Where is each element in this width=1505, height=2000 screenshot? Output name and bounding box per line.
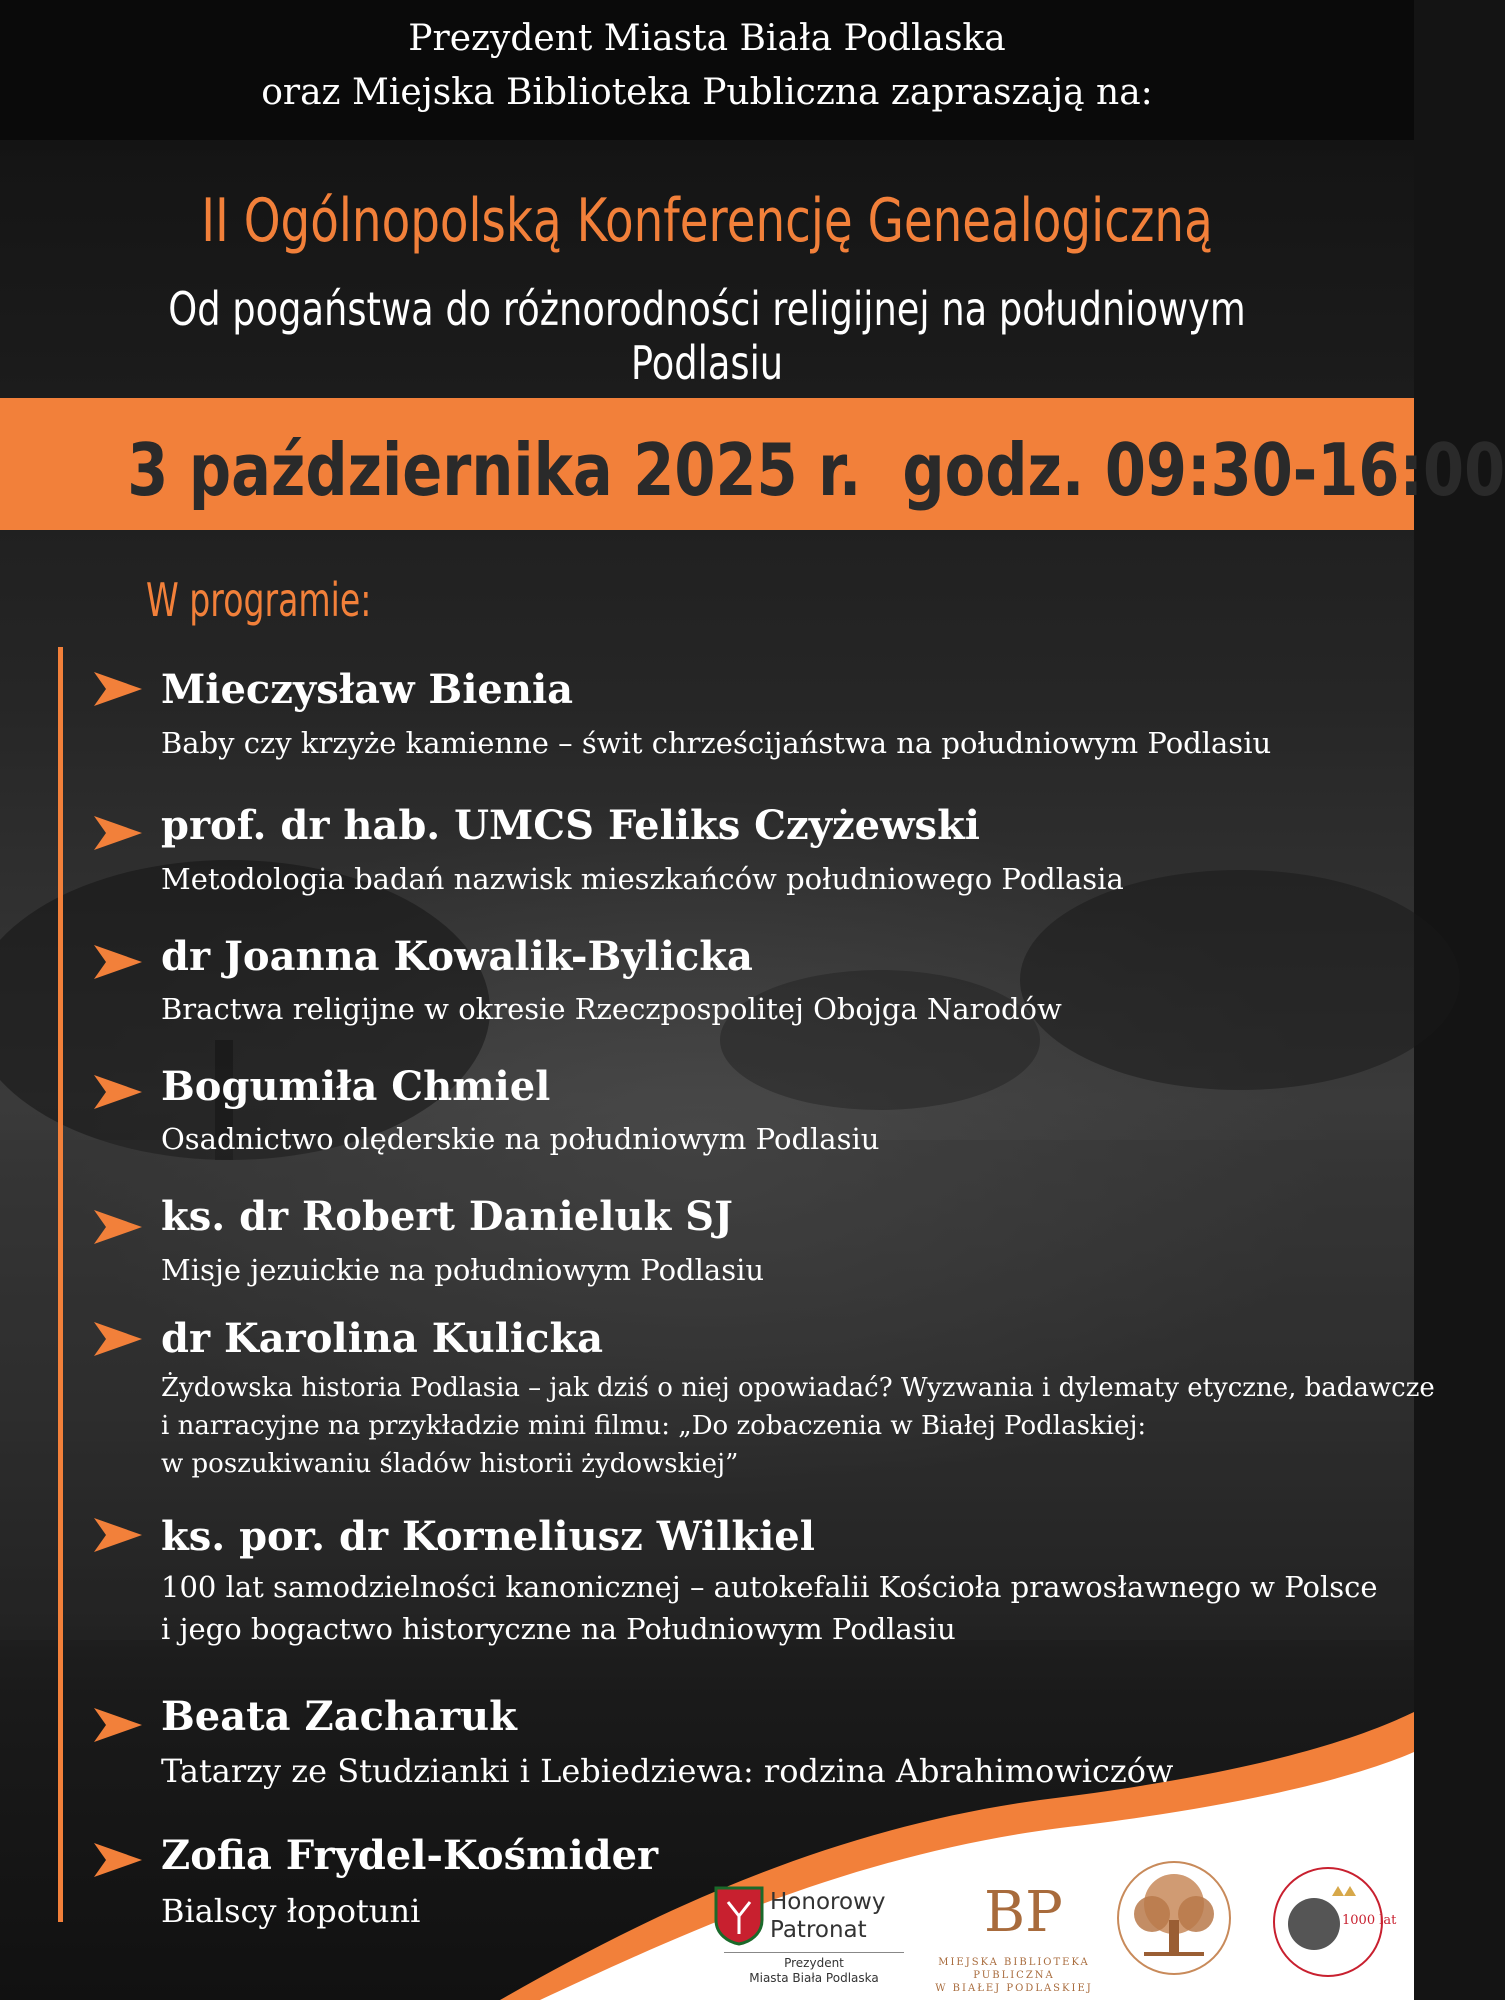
city-crest-icon [714, 1886, 764, 1946]
chevron-arrow-icon [94, 1322, 142, 1356]
speaker-name: dr Karolina Kulicka [161, 1315, 604, 1362]
speaker-name: ks. dr Robert Danieluk SJ [161, 1193, 733, 1240]
patronat-title-line1: Honorowy [770, 1889, 886, 1915]
conference-subtitle: Od pogaństwa do różnorodności religijnej na południowym Podlasiu [168, 282, 1246, 390]
honorary-patronage-logo [714, 1886, 914, 1986]
talk-topic: Baby czy krzyże kamienne – świt chrześcijaństwa na południowym Podlasiu [161, 726, 1272, 760]
genealogy-club-tree-logo [1114, 1858, 1234, 1978]
speaker-name: ks. por. dr Korneliusz Wilkiel [161, 1513, 815, 1560]
program-label: W programie: [146, 573, 372, 627]
chevron-arrow-icon [94, 1518, 142, 1552]
talk-topic: 100 lat samodzielności kanonicznej – autokefalii Kościoła prawosławnego w Polsce [161, 1570, 1378, 1604]
talk-topic: Bractwa religijne w okresie Rzeczpospolitej Obojga Narodów [161, 992, 1062, 1026]
talk-topic: Bialscy łopotuni [161, 1892, 421, 1930]
library-monogram: BP [984, 1880, 1063, 1945]
speaker-name: Beata Zacharuk [161, 1693, 517, 1740]
conference-title: II Ogólnopolską Konferencję Genealogiczną [201, 186, 1213, 256]
host-line-2: oraz Miejska Biblioteka Publiczna zapraszają na: [261, 72, 1153, 113]
chevron-arrow-icon [94, 945, 142, 979]
date-time: 3 października 2025 r. godz. 09:30-16:00 [127, 428, 1505, 512]
library-logo [904, 1880, 1124, 1994]
speaker-name: prof. dr hab. UMCS Feliks Czyżewski [161, 802, 980, 849]
chevron-arrow-icon [94, 672, 142, 706]
patronat-sub-line2: Miasta Biała Podlaska [749, 1971, 879, 1985]
chevron-arrow-icon [94, 816, 142, 850]
patronat-title-line2: Patronat [770, 1917, 867, 1943]
speaker-name: Mieczysław Bienia [161, 666, 574, 713]
talk-topic: w poszukiwaniu śladów historii żydowskiej” [161, 1449, 739, 1479]
talk-topic: Osadnictwo olęderskie na południowym Podlasiu [161, 1122, 880, 1156]
chevron-arrow-icon [94, 1708, 142, 1742]
talk-topic: i jego bogactwo historyczne na Południowym Podlasiu [161, 1612, 956, 1646]
speaker-name: dr Joanna Kowalik-Bylicka [161, 933, 753, 980]
speaker-name: Zofia Frydel-Kośmider [161, 1832, 659, 1879]
host-line-1: Prezydent Miasta Biała Podlaska [408, 18, 1006, 59]
talk-topic: Misje jezuickie na południowym Podlasiu [161, 1253, 765, 1287]
speaker-name: Bogumiła Chmiel [161, 1063, 551, 1110]
library-name-line1: MIEJSKA BIBLIOTEKA PUBLICZNA [938, 1957, 1090, 1981]
chevron-arrow-icon [94, 1075, 142, 1109]
chevron-arrow-icon [94, 1210, 142, 1244]
library-name-line2: W BIAŁEJ PODLASKIEJ [935, 1983, 1093, 1994]
talk-topic: Metodologia badań nazwisk mieszkańców południowego Podlasia [161, 862, 1124, 896]
millennium-kingdom-logo [1272, 1866, 1397, 1978]
chevron-arrow-icon [94, 1843, 142, 1877]
millennium-text: 1000 lat [1342, 1913, 1397, 1928]
patronat-sub-line1: Prezydent [784, 1956, 844, 1970]
talk-topic: i narracyjne na przykładzie mini filmu: „Do zobaczenia w Białej Podlaskiej: [161, 1411, 1147, 1441]
talk-topic: Żydowska historia Podlasia – jak dziś o niej opowiadać? Wyzwania i dylematy etyczne, badawcze [161, 1373, 1435, 1403]
talk-topic: Tatarzy ze Studzianki i Lebiedziewa: rodzina Abrahimowiczów [161, 1752, 1174, 1790]
